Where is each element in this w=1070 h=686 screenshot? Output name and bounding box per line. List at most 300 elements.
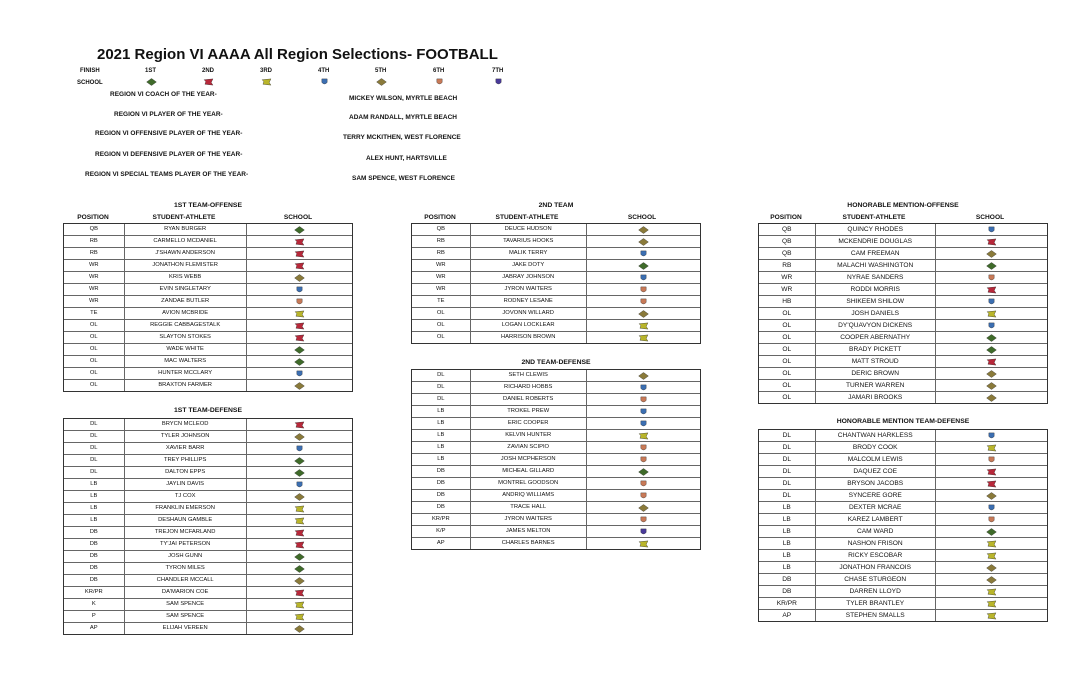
position-cell: WR (412, 284, 471, 295)
first-team-defense-table (63, 418, 353, 635)
table-row (64, 611, 352, 623)
red-stripe-school-icon (203, 78, 213, 86)
orange-school-logo-icon (986, 456, 997, 464)
position-cell: QB (412, 224, 471, 235)
orange-school-logo-icon (638, 480, 649, 488)
blue-school-logo-icon (986, 432, 997, 440)
table-row (64, 296, 352, 308)
header-school: SCHOOL (975, 214, 1005, 221)
position-cell: LB (412, 442, 471, 453)
student-athlete-cell: JAYLIN DAVIS (125, 479, 247, 490)
position-cell: LB (412, 418, 471, 429)
blue-school-logo-icon (294, 370, 305, 378)
school-cell (587, 370, 700, 381)
student-athlete-cell: DY'QUAVYON DICKENS (816, 320, 936, 331)
school-cell (936, 514, 1047, 525)
position-cell: OL (64, 380, 125, 391)
table-row (412, 284, 700, 296)
green-school-logo-icon (638, 468, 649, 476)
position-cell: DB (64, 551, 125, 562)
position-cell: OL (412, 308, 471, 319)
student-athlete-cell: TYRON MILES (125, 563, 247, 574)
student-athlete-cell: JOVONN WILLARD (471, 308, 587, 319)
position-cell: LB (412, 406, 471, 417)
table-row (412, 382, 700, 394)
student-athlete-cell: AVION MCBRIDE (125, 308, 247, 319)
hm-offense-title: HONORABLE MENTION-OFFENSE (847, 202, 959, 209)
position-cell: LB (64, 503, 125, 514)
table-row (759, 308, 1047, 320)
table-row (759, 514, 1047, 526)
student-athlete-cell: QUINCY RHODES (816, 224, 936, 235)
student-athlete-cell: KELVIN HUNTER (471, 430, 587, 441)
student-athlete-cell: KAREZ LAMBERT (816, 514, 936, 525)
position-cell: DB (64, 575, 125, 586)
school-cell (247, 224, 352, 235)
table-row (412, 418, 700, 430)
school-cell (936, 260, 1047, 271)
green-school-logo-icon (294, 358, 305, 366)
position-cell: WR (64, 272, 125, 283)
school-cell (587, 466, 700, 477)
student-athlete-cell: ANDRIQ WILLIAMS (471, 490, 587, 501)
student-athlete-cell: SAM SPENCE (125, 599, 247, 610)
school-cell (247, 356, 352, 367)
orange-school-logo-icon (638, 286, 649, 294)
student-athlete-cell: CAM FREEMAN (816, 248, 936, 259)
position-cell: DB (64, 563, 125, 574)
table-row (759, 236, 1047, 248)
table-row (64, 320, 352, 332)
student-athlete-cell: KRIS WEBB (125, 272, 247, 283)
student-athlete-cell: MAC WALTERS (125, 356, 247, 367)
student-athlete-cell: EVIN SINGLETARY (125, 284, 247, 295)
table-row (64, 515, 352, 527)
red-school-logo-icon (294, 589, 305, 597)
position-cell: DL (64, 443, 125, 454)
position-cell: RB (412, 248, 471, 259)
school-cell (587, 320, 700, 331)
table-row (759, 490, 1047, 502)
student-athlete-cell: TROKEL PREW (471, 406, 587, 417)
table-row (64, 503, 352, 515)
award-winner-coach: MICKEY WILSON, MYRTLE BEACH (349, 95, 458, 102)
purple-school-logo-icon (638, 528, 649, 536)
position-cell: WR (64, 296, 125, 307)
position-cell: OL (759, 392, 816, 403)
table-row (412, 442, 700, 454)
green-school-logo-icon (294, 226, 305, 234)
school-cell (247, 563, 352, 574)
red-school-logo-icon (294, 421, 305, 429)
school-cell (247, 503, 352, 514)
award-label-coach: REGION VI COACH OF THE YEAR- (110, 91, 217, 98)
student-athlete-cell: MCKENDRIE DOUGLAS (816, 236, 936, 247)
student-athlete-cell: MALIK TERRY (471, 248, 587, 259)
table-row (412, 260, 700, 272)
school-cell (247, 320, 352, 331)
red-school-logo-icon (986, 358, 997, 366)
school-cell (587, 430, 700, 441)
gold-school-logo-icon (986, 564, 997, 572)
green-school-logo-icon (294, 553, 305, 561)
school-cell (247, 527, 352, 538)
school-cell (936, 236, 1047, 247)
table-row (759, 562, 1047, 574)
school-cell (936, 320, 1047, 331)
student-athlete-cell: JAMARI BROOKS (816, 392, 936, 403)
position-cell: DB (759, 574, 816, 585)
gold-school-logo-icon (294, 274, 305, 282)
position-cell: RB (759, 260, 816, 271)
green-school-logo-icon (294, 469, 305, 477)
gold-school-logo-icon (294, 625, 305, 633)
award-winner-special-teams: SAM SPENCE, WEST FLORENCE (352, 175, 455, 182)
table-row (64, 308, 352, 320)
school-cell (587, 406, 700, 417)
red-school-logo-icon (294, 541, 305, 549)
school-cell (936, 538, 1047, 549)
second-team-defense-table (411, 369, 701, 550)
student-athlete-cell: DARREN LLOYD (816, 586, 936, 597)
school-cell (936, 344, 1047, 355)
hm-defense-table (758, 429, 1048, 622)
table-row (64, 284, 352, 296)
school-cell (247, 308, 352, 319)
school-cell (936, 574, 1047, 585)
blue-school-logo-icon (638, 420, 649, 428)
position-cell: WR (64, 284, 125, 295)
school-cell (587, 538, 700, 549)
student-athlete-cell: STEPHEN SMALLS (816, 610, 936, 621)
red-school-logo-icon (294, 322, 305, 330)
header-position: POSITION (424, 214, 456, 221)
green-school-logo-icon (294, 346, 305, 354)
position-cell: OL (759, 380, 816, 391)
blue-school-logo-icon (638, 408, 649, 416)
school-cell (247, 539, 352, 550)
school-cell (247, 272, 352, 283)
school-cell (936, 224, 1047, 235)
table-row (64, 260, 352, 272)
student-athlete-cell: SETH CLEWIS (471, 370, 587, 381)
school-cell (936, 550, 1047, 561)
orange-school-logo-icon (638, 396, 649, 404)
student-athlete-cell: DEUCE HUDSON (471, 224, 587, 235)
yellow-hornet-school-icon (261, 78, 271, 86)
table-row (759, 344, 1047, 356)
table-row (412, 296, 700, 308)
table-row (759, 430, 1047, 442)
gold-school-logo-icon (294, 433, 305, 441)
second-team-title: 2ND TEAM (538, 202, 574, 209)
table-row (64, 455, 352, 467)
position-cell: DL (64, 419, 125, 430)
student-athlete-cell: JYRON WAITERS (471, 284, 587, 295)
student-athlete-cell: TREJON MCFARLAND (125, 527, 247, 538)
school-cell (936, 248, 1047, 259)
table-row (64, 527, 352, 539)
student-athlete-cell: BRADY PICKETT (816, 344, 936, 355)
orange-school-logo-icon (638, 492, 649, 500)
position-cell: OL (759, 332, 816, 343)
finish-place-3-label: 3RD (260, 68, 273, 74)
position-cell: DB (64, 539, 125, 550)
position-cell: DB (412, 490, 471, 501)
table-row (412, 478, 700, 490)
school-cell (587, 514, 700, 525)
school-cell (247, 380, 352, 391)
student-athlete-cell: TYLER JOHNSON (125, 431, 247, 442)
gold-school-logo-icon (986, 250, 997, 258)
student-athlete-cell: SAM SPENCE (125, 611, 247, 622)
student-athlete-cell: CHANDLER MCCALL (125, 575, 247, 586)
orange-school-logo-icon (986, 516, 997, 524)
school-cell (587, 394, 700, 405)
table-row (412, 502, 700, 514)
header-school: SCHOOL (627, 214, 657, 221)
table-row (64, 356, 352, 368)
blue-school-logo-icon (638, 250, 649, 258)
student-athlete-cell: CHANTWAN HARKLESS (816, 430, 936, 441)
position-cell: LB (759, 502, 816, 513)
table-row (412, 248, 700, 260)
table-row (64, 479, 352, 491)
school-cell (247, 431, 352, 442)
student-athlete-cell: TREY PHILLIPS (125, 455, 247, 466)
student-athlete-cell: HUNTER MCCLARY (125, 368, 247, 379)
student-athlete-cell: JOSH GUNN (125, 551, 247, 562)
table-row (412, 406, 700, 418)
school-cell (247, 284, 352, 295)
table-row (759, 356, 1047, 368)
student-athlete-cell: TAVARIUS HOOKS (471, 236, 587, 247)
position-cell: DL (64, 431, 125, 442)
student-athlete-cell: JABRAY JOHNSON (471, 272, 587, 283)
student-athlete-cell: XAVIER BARR (125, 443, 247, 454)
school-cell (587, 478, 700, 489)
student-athlete-cell: DALTON EPPS (125, 467, 247, 478)
table-row (759, 586, 1047, 598)
table-row (412, 272, 700, 284)
position-cell: AP (64, 623, 125, 634)
hm-defense-title: HONORABLE MENTION TEAM-DEFENSE (836, 418, 970, 425)
table-row (759, 380, 1047, 392)
table-row (412, 308, 700, 320)
student-athlete-cell: COOPER ABERNATHY (816, 332, 936, 343)
position-cell: DB (412, 502, 471, 513)
position-cell: LB (64, 515, 125, 526)
school-cell (247, 575, 352, 586)
table-row (412, 430, 700, 442)
table-row (64, 491, 352, 503)
student-athlete-cell: ERIC COOPER (471, 418, 587, 429)
position-cell: LB (759, 526, 816, 537)
table-row (412, 514, 700, 526)
student-athlete-cell: TY'JAI PETERSON (125, 539, 247, 550)
table-row (759, 320, 1047, 332)
position-cell: WR (412, 260, 471, 271)
student-athlete-cell: BRYCN MCLEOD (125, 419, 247, 430)
yellow-school-logo-icon (638, 432, 649, 440)
student-athlete-cell: ELIJAH VEREEN (125, 623, 247, 634)
position-cell: OL (64, 368, 125, 379)
table-row (64, 575, 352, 587)
table-row (64, 236, 352, 248)
student-athlete-cell: WADE WHITE (125, 344, 247, 355)
gold-school-logo-icon (638, 372, 649, 380)
table-row (759, 224, 1047, 236)
header-school: SCHOOL (283, 214, 313, 221)
blue-shield-school-icon (319, 78, 329, 86)
first-team-offense-title: 1ST TEAM-OFFENSE (174, 202, 242, 209)
red-school-logo-icon (294, 250, 305, 258)
student-athlete-cell: RODNEY LESANE (471, 296, 587, 307)
school-cell (587, 308, 700, 319)
table-row (759, 260, 1047, 272)
school-cell (936, 430, 1047, 441)
yellow-school-logo-icon (294, 613, 305, 621)
position-cell: QB (759, 224, 816, 235)
school-cell (247, 611, 352, 622)
school-cell (587, 490, 700, 501)
award-label-defensive: REGION VI DEFENSIVE PLAYER OF THE YEAR- (95, 151, 243, 158)
position-cell: DB (412, 478, 471, 489)
position-cell: K/P (412, 526, 471, 537)
table-row (64, 467, 352, 479)
school-cell (936, 586, 1047, 597)
student-athlete-cell: TJ COX (125, 491, 247, 502)
student-athlete-cell: ZANDAE BUTLER (125, 296, 247, 307)
table-row (64, 539, 352, 551)
gold-school-logo-icon (986, 576, 997, 584)
orange-shield-school-icon (434, 78, 444, 86)
award-winner-player: ADAM RANDALL, MYRTLE BEACH (349, 114, 457, 121)
position-cell: OL (412, 332, 471, 343)
green-school-logo-icon (986, 262, 997, 270)
student-athlete-cell: JAMES MELTON (471, 526, 587, 537)
position-cell: WR (64, 260, 125, 271)
position-cell: OL (759, 356, 816, 367)
hm-offense-table (758, 213, 1048, 404)
position-cell: DL (412, 394, 471, 405)
header-student: STUDENT-ATHLETE (152, 214, 216, 221)
yellow-school-logo-icon (294, 601, 305, 609)
table-row (759, 478, 1047, 490)
yellow-school-logo-icon (986, 612, 997, 620)
student-athlete-cell: NASHON FRISON (816, 538, 936, 549)
table-row (64, 224, 352, 236)
student-athlete-cell: BRODY COOK (816, 442, 936, 453)
position-cell: LB (412, 430, 471, 441)
table-row (64, 380, 352, 391)
award-winner-defensive: ALEX HUNT, HARTSVILLE (366, 155, 447, 162)
school-cell (936, 296, 1047, 307)
green-school-logo-icon (986, 346, 997, 354)
orange-school-logo-icon (638, 298, 649, 306)
position-cell: LB (412, 454, 471, 465)
orange-school-logo-icon (638, 516, 649, 524)
position-cell: RB (64, 248, 125, 259)
school-cell (587, 332, 700, 343)
position-cell: TE (64, 308, 125, 319)
school-cell (247, 587, 352, 598)
red-school-logo-icon (986, 238, 997, 246)
school-cell (247, 479, 352, 490)
position-cell: OL (64, 356, 125, 367)
first-team-defense-title: 1ST TEAM-DEFENSE (174, 407, 242, 414)
table-row (64, 587, 352, 599)
position-cell: LB (759, 562, 816, 573)
position-cell: OL (412, 320, 471, 331)
red-school-logo-icon (294, 238, 305, 246)
position-cell: DL (64, 467, 125, 478)
school-cell (587, 272, 700, 283)
school-cell (587, 236, 700, 247)
table-row (759, 284, 1047, 296)
school-cell (587, 224, 700, 235)
header-position: POSITION (770, 214, 802, 221)
table-row (759, 550, 1047, 562)
student-athlete-cell: MATT STROUD (816, 356, 936, 367)
student-athlete-cell: HARRISON BROWN (471, 332, 587, 343)
table-row (64, 368, 352, 380)
school-cell (587, 418, 700, 429)
student-athlete-cell: BRAXTON FARMER (125, 380, 247, 391)
position-cell: OL (759, 368, 816, 379)
position-cell: DB (759, 586, 816, 597)
table-row (412, 490, 700, 502)
finish-place-4-label: 4TH (318, 68, 330, 74)
red-school-logo-icon (986, 480, 997, 488)
gold-school-logo-icon (638, 310, 649, 318)
position-cell: DL (759, 442, 816, 453)
table-row (759, 466, 1047, 478)
student-athlete-cell: SLAYTON STOKES (125, 332, 247, 343)
table-row (759, 502, 1047, 514)
red-school-logo-icon (294, 334, 305, 342)
blue-school-logo-icon (294, 286, 305, 294)
position-cell: LB (759, 514, 816, 525)
table-row (64, 623, 352, 634)
table-row (412, 394, 700, 406)
school-cell (587, 502, 700, 513)
position-cell: WR (412, 272, 471, 283)
gold-school-logo-icon (986, 382, 997, 390)
green-school-logo-icon (986, 334, 997, 342)
position-cell: LB (64, 479, 125, 490)
finish-place-6-label: 6TH (433, 68, 445, 74)
school-cell (936, 392, 1047, 403)
orange-school-logo-icon (638, 444, 649, 452)
gold-seahawk-school-icon (376, 78, 386, 86)
yellow-school-logo-icon (294, 505, 305, 513)
school-cell (936, 610, 1047, 621)
table-row (759, 454, 1047, 466)
table-row (64, 599, 352, 611)
gold-school-logo-icon (294, 382, 305, 390)
school-cell (247, 248, 352, 259)
school-cell (587, 526, 700, 537)
student-athlete-cell: RYAN BURGER (125, 224, 247, 235)
student-athlete-cell: SHIKEEM SHILOW (816, 296, 936, 307)
award-winner-offensive: TERRY MCKITHEN, WEST FLORENCE (343, 134, 461, 141)
position-cell: KR/PR (759, 598, 816, 609)
gold-school-logo-icon (986, 370, 997, 378)
student-athlete-cell: BRYSON JACOBS (816, 478, 936, 489)
school-cell (247, 236, 352, 247)
position-cell: LB (759, 538, 816, 549)
